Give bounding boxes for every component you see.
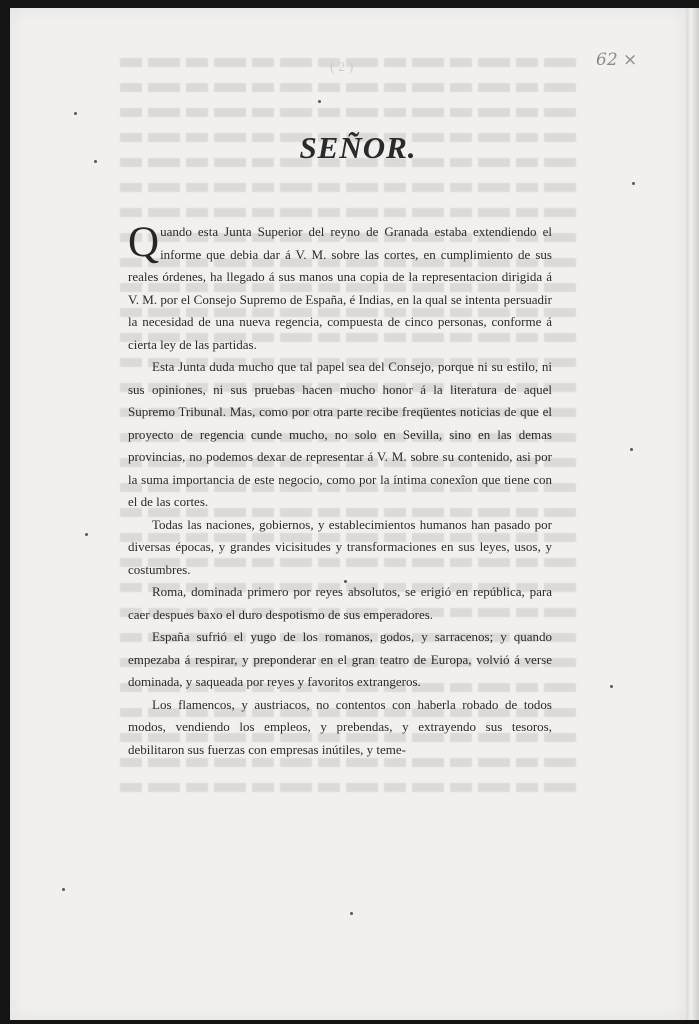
paper-speck: [610, 685, 613, 688]
paper-speck: [632, 182, 635, 185]
paragraph: Los flamencos, y austriacos, no contentos con haberla robado de todos modos, vendiendo los empleos, y prebendas, y extrayendo sus tesoros, debilitaron sus fuerzas con empresas inútiles, y teme-: [128, 696, 552, 757]
paper-speck: [85, 533, 88, 536]
paragraph: España sufrió el yugo de los romanos, godos, y sarracenos; y quando empezaba á respirar, y preponderar en el gran teatro de Europa, volvió á verse dominada, y saqueada por reyes y favoritos extrangeros.: [128, 629, 552, 689]
paragraph: Quando esta Junta Superior del reyno de Granada estaba extendiendo el informe que debia dar á V. M. sobre las cortes, en cumplimiento de sus reales órdenes, ha llegado á sus manos una copia de la representacion dirigida á V. M. por el Consejo Supremo de España, é Indias, en la qual se intenta persuadir la necesidad de una nueva regencia, compuesta de cinco personas, conforme á cierta ley de las partidas.: [128, 219, 552, 352]
paragraph: Esta Junta duda mucho que tal papel sea del Consejo, porque ni su estilo, ni sus opiniones, ni sus pruebas hacen mucho honor á la literatura de aquel Supremo Tribunal. Mas, como por otra parte recibe freqüentes noticias de que el proyecto de regencia cunde mucho, no solo en Sevilla, sino en las demas provincias, no podemos dexar de representar á V. M. sobre su contenido, asi por la suma importancia de este negocio, como por la íntima conexîon que tiene con el de las cortes.: [128, 359, 552, 509]
paper-speck: [74, 112, 77, 115]
page-folio: ( 2 ): [330, 60, 354, 75]
paper-speck: [344, 580, 347, 583]
paper-speck: [62, 888, 65, 891]
body-text: [128, 221, 552, 761]
page-title: SEÑOR.: [299, 130, 417, 165]
paragraph: Roma, dominada primero por reyes absolutos, se erigió en república, para caer despues baxo el duro despotismo de sus emperadores.: [128, 584, 552, 622]
drop-cap: Q: [128, 219, 160, 266]
paper-speck: [630, 448, 633, 451]
pencil-annotation: 62 ×: [596, 50, 638, 70]
document-page: [10, 8, 686, 1020]
paper-speck: [318, 100, 321, 103]
paragraph: Todas las naciones, gobiernos, y establecimientos humanos han pasado por diversas épocas, y grandes vicisitudes y transformaciones en sus leyes, usos, y costumbres.: [128, 516, 552, 577]
paper-speck: [94, 160, 97, 163]
page-edge: [686, 8, 699, 1020]
paper-speck: [350, 912, 353, 915]
